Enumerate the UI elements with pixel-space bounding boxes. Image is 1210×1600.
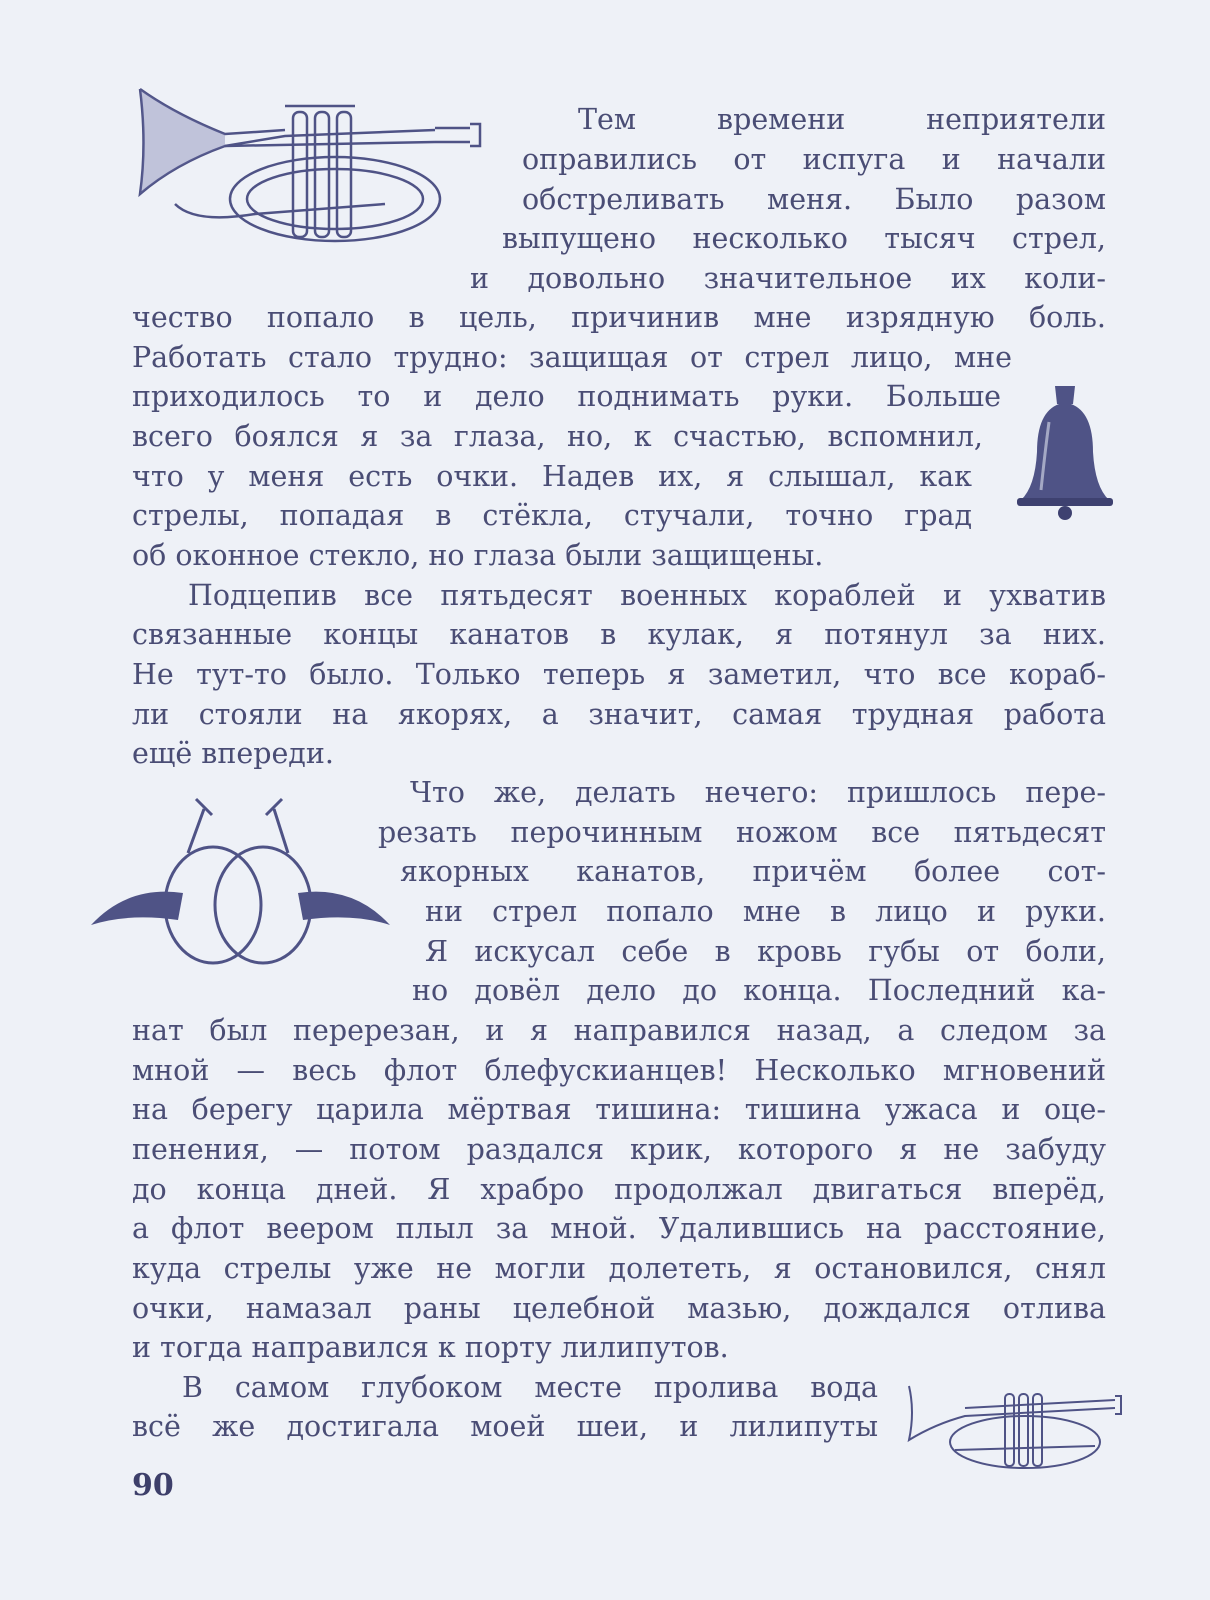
text-line: мной — весь флот блефускианцев! Несколько мгновений	[132, 1054, 1106, 1087]
page-number: 90	[132, 1468, 174, 1503]
text-line: на берегу царила мёртвая тишина: тишина ужаса и оце-	[132, 1093, 1106, 1126]
text-line: ни стрел попало мне в лицо и руки.	[425, 895, 1106, 928]
text-line: Я искусал себе в кровь губы от боли,	[425, 935, 1106, 968]
text-line: всё же достигала моей шеи, и лилипуты	[132, 1410, 878, 1443]
text-line: нат был перерезан, и я направился назад, а следом за	[132, 1014, 1106, 1047]
text-line: и довольно значительное их коли-	[470, 262, 1106, 295]
text-line: Не тут-то было. Только теперь я заметил, что все кораб-	[132, 658, 1106, 691]
text-line: резать перочинным ножом все пятьдесят	[378, 816, 1106, 849]
text-line: но довёл дело до конца. Последний ка-	[412, 974, 1106, 1007]
text-line: куда стрелы уже не могли долететь, я остановился, снял	[132, 1252, 1106, 1285]
text-line: якорных канатов, причём более сот-	[400, 855, 1106, 888]
text-line: приходилось то и дело поднимать руки. Больше	[132, 380, 1001, 413]
text-line: об оконное стекло, но глаза были защищены.	[132, 539, 824, 572]
small-trumpet-icon	[905, 1380, 1123, 1475]
text-line: Работать стало трудно: защищая от стрел лицо, мне	[132, 341, 1012, 374]
bell-icon	[1015, 382, 1115, 522]
text-line: стрелы, попадая в стёкла, стучали, точно град	[132, 499, 972, 532]
text-line: ли стояли на якорях, а значит, самая трудная работа	[132, 698, 1106, 731]
text-line: В самом глубоком месте пролива вода	[182, 1371, 878, 1404]
text-line: всего боялся я за глаза, но, к счастью, вспомнил,	[132, 420, 983, 453]
text-line: до конца дней. Я храбро продолжал двигаться вперёд,	[132, 1173, 1106, 1206]
text-line: связанные концы канатов в кулак, я потянул за них.	[132, 618, 1106, 651]
text-line: а флот веером плыл за мной. Удалившись на расстояние,	[132, 1212, 1106, 1245]
text-line: Что же, делать нечего: пришлось пере-	[410, 776, 1106, 809]
text-line: пенения, — потом раздался крик, которого я не забуду	[132, 1133, 1106, 1166]
text-line: Подцепив все пятьдесят военных кораблей и ухватив	[188, 579, 1106, 612]
text-line: выпущено несколько тысяч стрел,	[502, 222, 1106, 255]
crossed-horns-icon	[88, 795, 393, 975]
text-line: обстреливать меня. Было разом	[522, 183, 1106, 216]
text-line: и тогда направился к порту лилипутов.	[132, 1331, 729, 1364]
text-line: что у меня есть очки. Надев их, я слышал, как	[132, 460, 972, 493]
trumpet-icon	[135, 84, 485, 252]
text-line: Тем времени неприятели	[578, 103, 1106, 136]
text-line: оправились от испуга и начали	[522, 143, 1106, 176]
text-line: ещё впереди.	[132, 737, 334, 770]
text-line: очки, намазал раны целебной мазью, дождался отлива	[132, 1292, 1106, 1325]
text-line: чество попало в цель, причинив мне изрядную боль.	[132, 301, 1106, 334]
